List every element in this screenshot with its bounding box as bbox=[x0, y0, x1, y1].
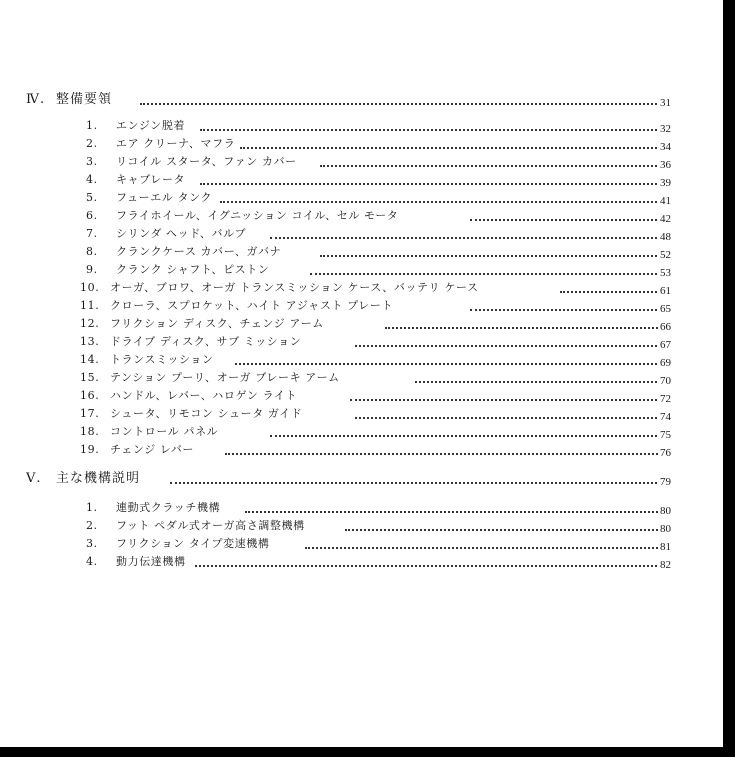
entry-title: フューエル タンク bbox=[116, 191, 213, 204]
entry-number: 9. bbox=[86, 263, 98, 276]
entry-label bbox=[86, 189, 215, 207]
toc-entry bbox=[0, 499, 723, 517]
entry-title: 連動式クラッチ機構 bbox=[116, 501, 221, 514]
toc-entry bbox=[0, 351, 723, 369]
toc-entry bbox=[0, 441, 723, 459]
section-heading bbox=[0, 470, 723, 488]
entry-title: フット ペダル式オーガ高さ調整機構 bbox=[116, 519, 305, 532]
page-number: 48 bbox=[658, 228, 671, 246]
entry-number: 11. bbox=[80, 299, 100, 312]
dot-leader bbox=[245, 511, 665, 513]
page-number: 69 bbox=[658, 354, 671, 372]
entry-title: キャブレータ bbox=[116, 173, 186, 186]
toc-entry bbox=[0, 387, 723, 405]
dot-leader bbox=[470, 219, 665, 221]
entry-label bbox=[86, 171, 188, 189]
toc-entry bbox=[0, 243, 723, 261]
dot-leader bbox=[270, 237, 665, 239]
entry-label bbox=[86, 153, 300, 171]
page-number: 39 bbox=[658, 174, 671, 192]
section-numeral: Ⅳ. bbox=[26, 92, 46, 107]
entry-label bbox=[80, 333, 304, 351]
toc-entry bbox=[0, 279, 723, 297]
page-number: 72 bbox=[658, 390, 671, 408]
entry-title: クランクケース カバー、ガバナ bbox=[116, 245, 282, 258]
entry-label bbox=[86, 135, 238, 153]
entry-label bbox=[80, 279, 482, 297]
section-title: 主な機構説明 bbox=[56, 471, 141, 486]
entry-number: 1. bbox=[86, 501, 98, 514]
page-number: 41 bbox=[658, 192, 671, 210]
entry-label bbox=[86, 207, 401, 225]
page-number: 66 bbox=[658, 318, 671, 336]
entry-title: フライホイール、イグニッション コイル、セル モータ bbox=[116, 209, 399, 222]
page-number: 67 bbox=[658, 336, 671, 354]
entry-number: 2. bbox=[86, 519, 98, 532]
dot-leader bbox=[320, 165, 665, 167]
entry-title: クランク シャフト、ピストン bbox=[116, 263, 270, 276]
page-number: 81 bbox=[658, 538, 671, 556]
entry-number: 3. bbox=[86, 537, 98, 550]
page-number: 82 bbox=[658, 556, 671, 574]
entry-title: トランスミッション bbox=[110, 353, 214, 366]
entry-title: シリンダ ヘッド、バルブ bbox=[116, 227, 247, 240]
section-label bbox=[26, 470, 143, 488]
toc-entry bbox=[0, 333, 723, 351]
entry-title: エンジン脱着 bbox=[116, 119, 186, 132]
toc-entry bbox=[0, 189, 723, 207]
entry-title: エア クリーナ、マフラ bbox=[116, 137, 236, 150]
entry-number: 2. bbox=[86, 137, 98, 150]
dot-leader bbox=[240, 147, 665, 149]
page-number: 65 bbox=[658, 300, 671, 318]
toc-entry bbox=[0, 315, 723, 333]
toc-entry bbox=[0, 135, 723, 153]
entry-label bbox=[80, 423, 221, 441]
dot-leader bbox=[235, 363, 665, 365]
entry-number: 4. bbox=[86, 555, 98, 568]
entry-number: 4. bbox=[86, 173, 98, 186]
entry-number: 3. bbox=[86, 155, 98, 168]
dot-leader bbox=[560, 291, 665, 293]
entry-label bbox=[80, 441, 197, 459]
entry-title: オーガ、ブロワ、オーガ トランスミッション ケース、バッテリ ケース bbox=[110, 281, 479, 294]
entry-number: 14. bbox=[80, 353, 100, 366]
entry-title: クローラ、スプロケット、ハイト アジャスト プレート bbox=[110, 299, 394, 312]
page-number: 79 bbox=[658, 473, 671, 491]
toc-entry bbox=[0, 207, 723, 225]
dot-leader bbox=[200, 129, 665, 131]
dot-leader bbox=[345, 529, 665, 531]
entry-label bbox=[80, 297, 396, 315]
toc-entry bbox=[0, 535, 723, 553]
toc-entry bbox=[0, 369, 723, 387]
toc-entry bbox=[0, 171, 723, 189]
entry-label bbox=[80, 369, 343, 387]
entry-title: フリクション タイプ変速機構 bbox=[116, 537, 270, 550]
page-number: 31 bbox=[658, 94, 671, 112]
entry-title: テンション プーリ、オーガ ブレーキ アーム bbox=[110, 371, 340, 384]
dot-leader bbox=[355, 345, 665, 347]
dot-leader bbox=[385, 327, 665, 329]
dot-leader bbox=[470, 309, 665, 311]
toc-entry bbox=[0, 117, 723, 135]
dot-leader bbox=[305, 547, 665, 549]
section-numeral: Ⅴ. bbox=[26, 471, 42, 486]
page-number: 42 bbox=[658, 210, 671, 228]
dot-leader bbox=[355, 417, 665, 419]
entry-label bbox=[86, 517, 308, 535]
page-number: 52 bbox=[658, 246, 671, 264]
toc-entry bbox=[0, 405, 723, 423]
entry-label bbox=[80, 405, 305, 423]
entry-title: シュータ、リモコン シュータ ガイド bbox=[110, 407, 303, 420]
scan-border-bottom bbox=[0, 747, 735, 757]
dot-leader bbox=[415, 381, 665, 383]
toc-entry bbox=[0, 225, 723, 243]
entry-number: 10. bbox=[80, 281, 100, 294]
page-number: 34 bbox=[658, 138, 671, 156]
page-number: 80 bbox=[658, 520, 671, 538]
entry-number: 1. bbox=[86, 119, 98, 132]
toc-entry bbox=[0, 261, 723, 279]
entry-number: 15. bbox=[80, 371, 100, 384]
entry-number: 17. bbox=[80, 407, 100, 420]
page-number: 75 bbox=[658, 426, 671, 444]
section-heading bbox=[0, 91, 723, 109]
entry-title: ハンドル、レバー、ハロゲン ライト bbox=[110, 389, 298, 402]
entry-label bbox=[86, 243, 284, 261]
entry-number: 5. bbox=[86, 191, 98, 204]
entry-label bbox=[86, 225, 249, 243]
entry-label bbox=[86, 117, 188, 135]
dot-leader bbox=[225, 453, 665, 455]
toc-entry bbox=[0, 423, 723, 441]
page-number: 53 bbox=[658, 264, 671, 282]
entry-title: 動力伝達機構 bbox=[116, 555, 186, 568]
section-label bbox=[26, 91, 115, 109]
entry-label bbox=[80, 315, 327, 333]
entry-number: 8. bbox=[86, 245, 98, 258]
dot-leader bbox=[310, 273, 665, 275]
entry-number: 6. bbox=[86, 209, 98, 222]
entry-label bbox=[86, 553, 189, 571]
entry-label bbox=[86, 499, 223, 517]
section-title: 整備要領 bbox=[56, 92, 113, 107]
entry-title: コントロール パネル bbox=[110, 425, 219, 438]
page-number: 74 bbox=[658, 408, 671, 426]
entry-title: ドライブ ディスク、サブ ミッション bbox=[110, 335, 302, 348]
entry-label bbox=[80, 351, 217, 369]
dot-leader bbox=[270, 435, 665, 437]
dot-leader bbox=[170, 482, 665, 484]
toc-entry bbox=[0, 517, 723, 535]
page-number: 70 bbox=[658, 372, 671, 390]
page-number: 61 bbox=[658, 282, 671, 300]
toc-entry bbox=[0, 153, 723, 171]
entry-number: 18. bbox=[80, 425, 100, 438]
dot-leader bbox=[350, 399, 665, 401]
entry-title: リコイル スタータ、ファン カバー bbox=[116, 155, 297, 168]
entry-label bbox=[80, 387, 300, 405]
page-number: 36 bbox=[658, 156, 671, 174]
entry-number: 16. bbox=[80, 389, 100, 402]
dot-leader bbox=[320, 255, 665, 257]
entry-number: 13. bbox=[80, 335, 100, 348]
dot-leader bbox=[220, 201, 665, 203]
page-number: 80 bbox=[658, 502, 671, 520]
page-number: 32 bbox=[658, 120, 671, 138]
page-number: 76 bbox=[658, 444, 671, 462]
toc-entry bbox=[0, 553, 723, 571]
toc-entry bbox=[0, 297, 723, 315]
dot-leader bbox=[195, 565, 665, 567]
dot-leader bbox=[200, 183, 665, 185]
entry-label bbox=[86, 535, 272, 553]
entry-title: フリクション ディスク、チェンジ アーム bbox=[110, 317, 324, 330]
entry-label bbox=[86, 261, 272, 279]
scan-border-right bbox=[723, 0, 735, 757]
dot-leader bbox=[140, 103, 665, 105]
entry-title: チェンジ レバー bbox=[110, 443, 194, 456]
entry-number: 7. bbox=[86, 227, 98, 240]
entry-number: 19. bbox=[80, 443, 100, 456]
entry-number: 12. bbox=[80, 317, 100, 330]
